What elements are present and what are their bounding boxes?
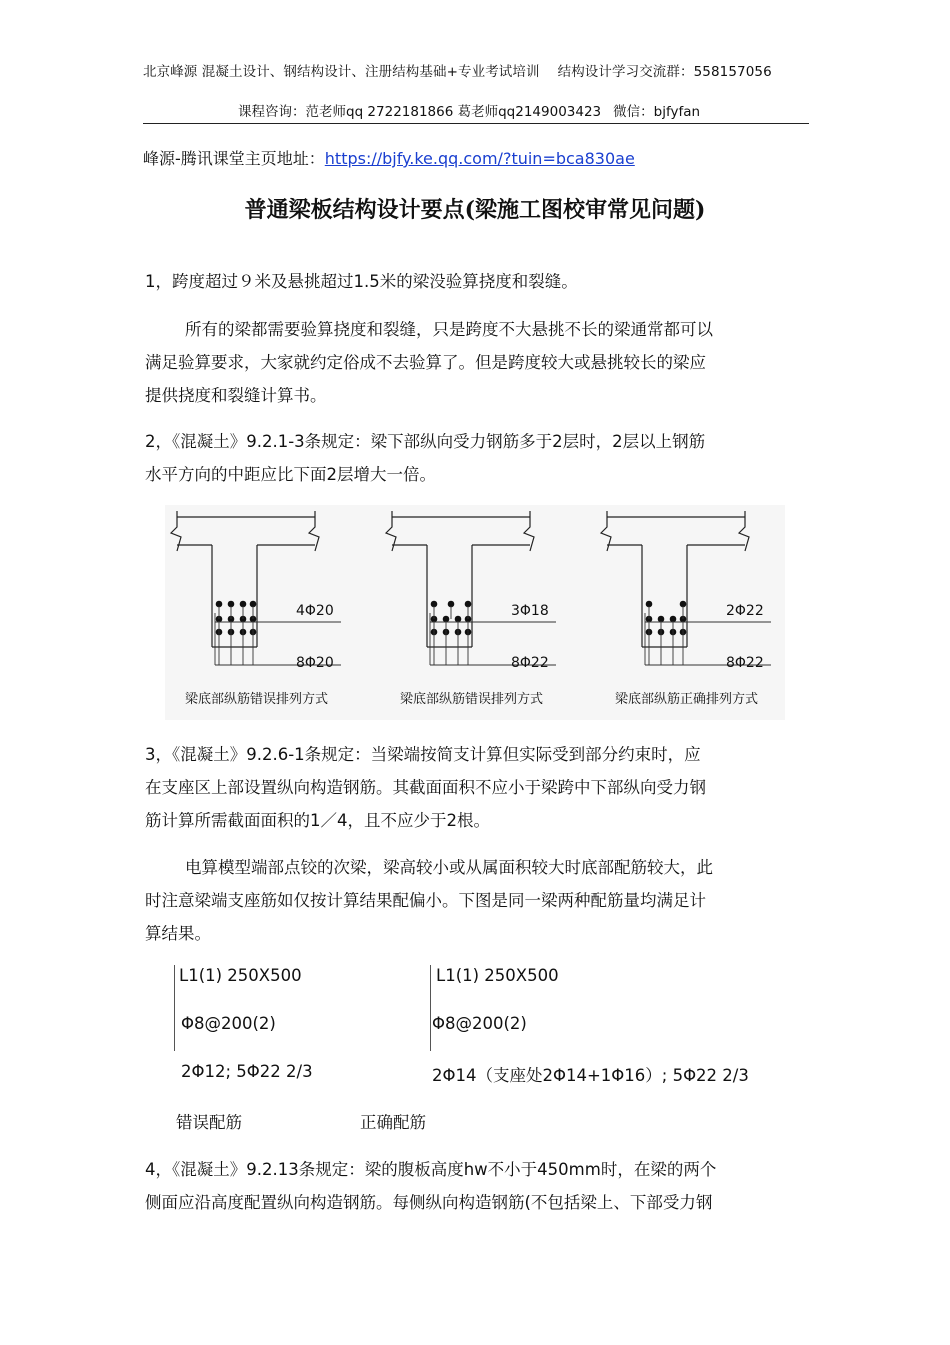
s4-line-1: 4，《混凝土》9.2.13条规定：梁的腹板高度hw不小于450mm时，在梁的两个 [145,1160,717,1179]
diagram-caption: 梁底部纵筋正确排列方式 [615,692,759,707]
s3-body-line-3: 算结果。 [145,924,211,943]
header-group-text: 结构设计学习交流群：558157056 [557,64,772,80]
diagram-caption: 梁底部纵筋错误排列方式 [400,692,544,707]
header-consult-text: 课程咨询：范老师qq 2722181866 葛老师qq2149003423 [238,104,602,120]
s3-line-2: 在支座区上部设置纵向构造钢筋。其截面面积不应小于梁跨中下部纵向受力钢 [145,778,706,797]
figure-background [165,505,785,720]
right-longitudinal: 2Φ14（支座处2Φ14+1Φ16）; 5Φ22 2/3 [432,1066,749,1085]
header-wechat-text: 微信：bjfyfan [613,104,701,120]
right-notation-bracket [430,965,431,1051]
bottom-rebar-label: 8Φ22 [511,655,549,671]
homepage-link[interactable]: https://bjfy.ke.qq.com/?tuin=bca830ae [324,149,635,168]
s1-heading: 1，跨度超过９米及悬挑超过1.5米的梁没验算挠度和裂缝。 [145,272,578,291]
homepage-label: 峰源-腾讯课堂主页地址： [143,149,325,168]
bottom-rebar-label: 8Φ20 [296,655,334,671]
wrong-notation-bracket [174,965,175,1051]
wrong-rebar-label: 错误配筋 [176,1113,242,1132]
top-rebar-label: 3Φ18 [511,603,549,619]
wrong-beam-id: L1(1) 250X500 [179,966,302,985]
s2-line-2: 水平方向的中距应比下面2层增大一倍。 [145,465,436,484]
top-rebar-label: 4Φ20 [296,603,334,619]
page-title: 普通梁板结构设计要点(梁施工图校审常见问题) [244,197,706,223]
wrong-stirrup: Φ8@200(2) [181,1014,276,1033]
right-beam-id: L1(1) 250X500 [436,966,559,985]
s1-body-line-3: 提供挠度和裂缝计算书。 [145,386,327,405]
s3-line-3: 筋计算所需截面面积的1／4，且不应少于2根。 [145,811,490,830]
wrong-longitudinal: 2Φ12; 5Φ22 2/3 [181,1062,313,1081]
homepage-line [143,146,635,169]
beam-section-figure [165,505,785,720]
header-divider [143,123,809,124]
header-line-2 [238,100,700,120]
s3-body-line-2: 时注意梁端支座筋如仅按计算结果配偏小。下图是同一梁两种配筋量均满足计 [145,891,706,910]
s4-line-2: 侧面应沿高度配置纵向构造钢筋。每侧纵向构造钢筋(不包括梁上、下部受力钢 [145,1193,713,1212]
diagram-caption: 梁底部纵筋错误排列方式 [185,692,329,707]
s3-line-1: 3，《混凝土》9.2.6-1条规定：当梁端按简支计算但实际受到部分约束时，应 [145,745,701,764]
header-org-text: 北京峰源 混凝土设计、钢结构设计、注册结构基础+专业考试培训 [143,64,540,80]
header-line-1 [143,60,772,80]
top-rebar-label: 2Φ22 [726,603,764,619]
s3-body-line-1: 电算模型端部点铰的次梁，梁高较小或从属面积较大时底部配筋较大，此 [185,858,713,877]
right-rebar-label: 正确配筋 [360,1113,426,1132]
right-stirrup: Φ8@200(2) [432,1014,527,1033]
s1-body-line-2: 满足验算要求，大家就约定俗成不去验算了。但是跨度较大或悬挑较长的梁应 [145,353,706,372]
bottom-rebar-label: 8Φ22 [726,655,764,671]
s2-line-1: 2，《混凝土》9.2.1-3条规定：梁下部纵向受力钢筋多于2层时，2层以上钢筋 [145,432,706,451]
s1-body-line-1: 所有的梁都需要验算挠度和裂缝，只是跨度不大悬挑不长的梁通常都可以 [185,320,713,339]
